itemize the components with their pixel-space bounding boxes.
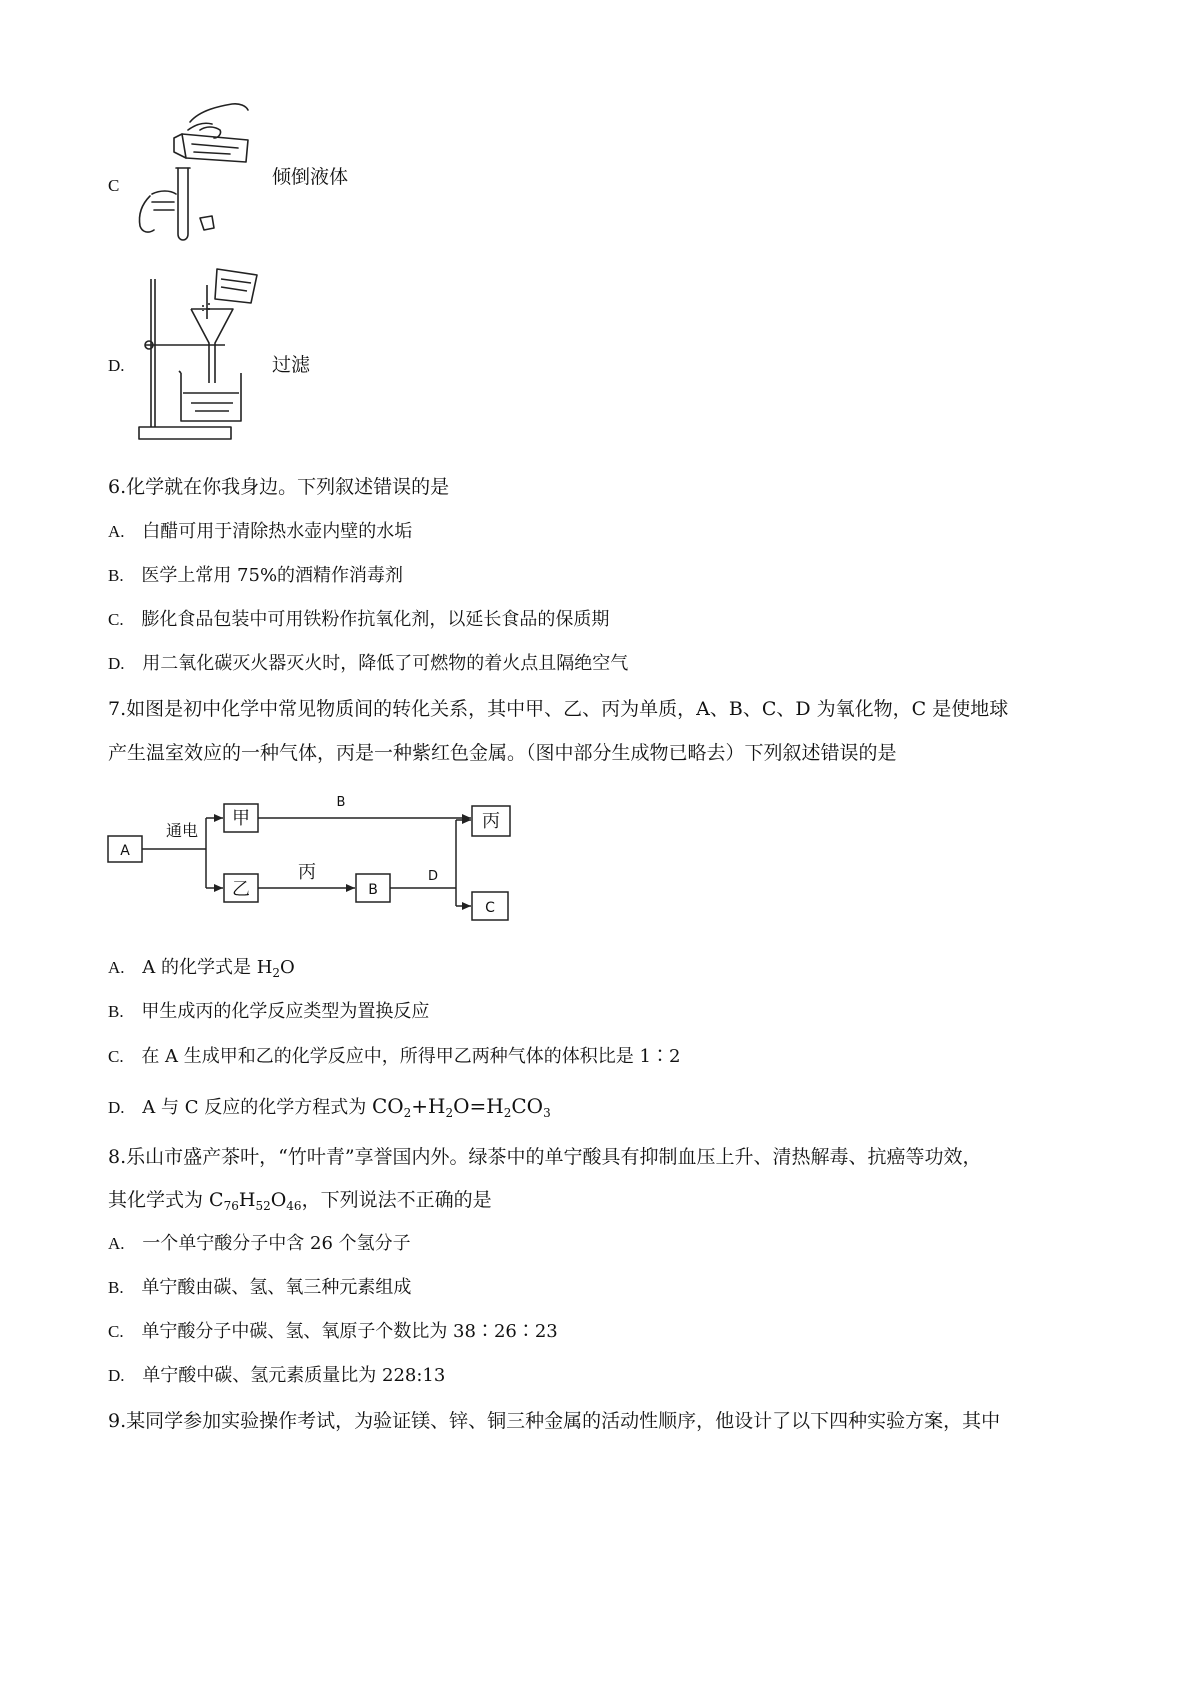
option-d-label: 过滤 (272, 354, 311, 376)
option-text: A 与 C 反应的化学方程式为 (142, 1097, 367, 1118)
option-letter: A. (108, 958, 125, 977)
option-letter: C. (108, 1322, 124, 1341)
q7-option-d (108, 1094, 551, 1125)
option-letter: A. (108, 1234, 125, 1253)
q6-option-c (108, 608, 609, 632)
q7-option-c (108, 1045, 680, 1069)
conversion-flow-diagram (100, 780, 530, 930)
box-b-label: B (368, 882, 378, 898)
q8-option-d (108, 1364, 445, 1388)
arrow-d-label: D (427, 869, 439, 884)
option-c-label: 倾倒液体 (272, 166, 349, 188)
arrow-bing-label: 丙 (298, 862, 316, 883)
option-letter: A. (108, 522, 125, 541)
q6-option-d (108, 652, 628, 676)
q6-option-b (108, 564, 403, 588)
question-7-stem-line-1: 7.如图是初中化学中常见物质间的转化关系，其中甲、乙、丙为单质，A、B、C、D 为氧化物，C 是使地球 (108, 698, 1009, 720)
question-6-stem: 6.化学就在你我身边。下列叙述错误的是 (108, 476, 450, 498)
box-a-label: A (120, 843, 130, 859)
q6-option-a (108, 520, 412, 544)
q8-option-a (108, 1232, 411, 1256)
option-text: 膨化食品包装中可用铁粉作抗氧化剂，以延长食品的保质期 (141, 609, 610, 630)
pouring-liquid-illustration (130, 100, 265, 250)
option-text: 医学上常用 75%的酒精作消毒剂 (141, 565, 404, 586)
filtration-apparatus-illustration (135, 265, 265, 443)
question-8-stem-line-1: 8.乐山市盛产茶叶，“竹叶青”享誉国内外。绿茶中的单宁酸具有抑制血压上升、清热解毒、抗癌等功效， (108, 1146, 982, 1168)
option-d-letter: D. (108, 356, 125, 375)
box-yi-label: 乙 (232, 879, 250, 900)
option-text: 单宁酸由碳、氢、氧三种元素组成 (141, 1277, 412, 1298)
q8-option-c (108, 1320, 558, 1344)
option-text: 白醋可用于清除热水壶内壁的水垢 (142, 521, 413, 542)
option-letter: B. (108, 566, 124, 585)
option-text: 甲生成丙的化学反应类型为置换反应 (141, 1001, 430, 1022)
arrow-b-label: B (336, 795, 346, 810)
box-jia-label: 甲 (232, 808, 250, 829)
q8-option-b (108, 1276, 411, 1300)
question-7-stem-line-2: 产生温室效应的一种气体，丙是一种紫红色金属。（图中部分生成物已略去）下列叙述错误的是 (108, 742, 897, 764)
option-letter: D. (108, 654, 125, 673)
electrolysis-label: 通电 (165, 821, 199, 840)
chemical-equation: $CO_2+H_2O=H_2CO_3$ (371, 1094, 551, 1120)
option-text: 单宁酸分子中碳、氢、氧原子个数比为 38∶26∶23 (141, 1321, 558, 1342)
q7-option-a (108, 956, 295, 985)
question-8-stem-line-2: 其化学式为 $C_{76}H_{52}O_{46}$，下列说法不正确的是 (108, 1189, 492, 1213)
option-c-letter: C (108, 176, 120, 195)
option-letter: D. (108, 1366, 125, 1385)
option-letter: C. (108, 610, 124, 629)
subscript: 2 (272, 966, 281, 980)
option-text: A 的化学式是 H (142, 957, 273, 978)
box-bing-label: 丙 (482, 811, 500, 832)
box-c-label: C (485, 900, 495, 916)
option-letter: D. (108, 1098, 125, 1117)
q7-option-b (108, 1000, 429, 1024)
option-letter: C. (108, 1047, 124, 1066)
option-text: 用二氧化碳灭火器灭火时，降低了可燃物的着火点且隔绝空气 (142, 653, 629, 674)
option-letter: B. (108, 1278, 124, 1297)
question-9-stem-line-1: 9.某同学参加实验操作考试，为验证镁、锌、铜三种金属的活动性顺序，他设计了以下四种实验方案，其中 (108, 1410, 1001, 1432)
option-letter: B. (108, 1002, 124, 1021)
option-text: 一个单宁酸分子中含 26 个氢分子 (142, 1233, 411, 1254)
option-text-suffix: O (280, 957, 295, 978)
option-text: 在 A 生成甲和乙的化学反应中，所得甲乙两种气体的体积比是 1∶2 (141, 1046, 681, 1067)
option-text: 单宁酸中碳、氢元素质量比为 228:13 (142, 1365, 446, 1386)
